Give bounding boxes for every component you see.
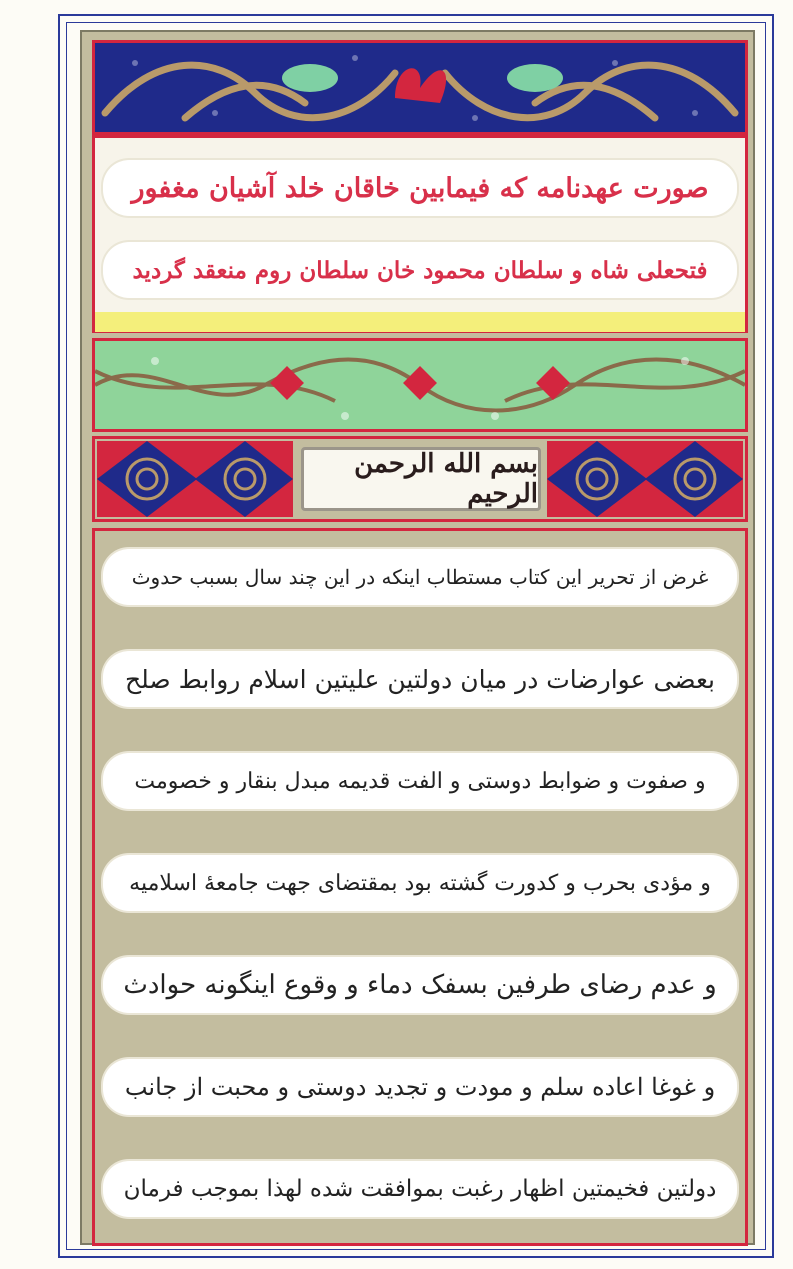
invocation-band: [92, 436, 748, 522]
body-text-band: [92, 528, 748, 1246]
body-line-7: دولتین فخیمتین اظهار رغبت بموافقت شده لهذا بموجب فرمان: [123, 1176, 717, 1202]
body-row: [103, 957, 737, 1013]
title-row: [103, 242, 737, 298]
body-line-2: بعضی عوارضات در میان دولتین علیتین اسلام روابط صلح: [125, 664, 715, 694]
body-line-1: غرض از تحریر این کتاب مستطاب اینکه در این چند سال بسبب حدوث: [131, 565, 709, 589]
invocation-text: بسم الله الرحمن الرحیم: [354, 449, 538, 509]
invocation-cartouche: [301, 447, 541, 511]
body-row: [103, 855, 737, 911]
body-row: [103, 651, 737, 707]
body-line-4: و مؤدی بحرب و کدورت گشته بود بمقتضای جهت جامعهٔ اسلامیه: [129, 870, 711, 896]
body-line-5: و عدم رضای طرفین بسفک دماء و وقوع اینگونه حوادث: [123, 970, 717, 1000]
title-line-2: فتحعلی شاه و سلطان محمود خان سلطان روم منعقد گردید: [132, 256, 708, 284]
yellow-highlight-strip: [95, 312, 745, 332]
body-row: [103, 753, 737, 809]
body-line-6: و غوغا اعاده سلم و مودت و تجدید دوستی و محبت از جانب: [124, 1073, 716, 1101]
floral-arabesque-ornament: [95, 43, 745, 132]
title-band: [92, 135, 748, 333]
body-line-3: و صفوت و ضوابط دوستی و الفت قدیمه مبدل بنقار و خصومت: [134, 768, 706, 794]
body-row: [103, 1059, 737, 1115]
title-row: [103, 160, 737, 216]
body-row: [103, 1161, 737, 1217]
body-row: [103, 549, 737, 605]
title-line-1: صورت عهدنامه که فیمابین خاقان خلد آشیان مغفور: [131, 172, 709, 204]
green-arabesque-ornament: [95, 341, 745, 429]
middle-ornament-band: [92, 338, 748, 432]
top-ornament-band: [92, 40, 748, 135]
